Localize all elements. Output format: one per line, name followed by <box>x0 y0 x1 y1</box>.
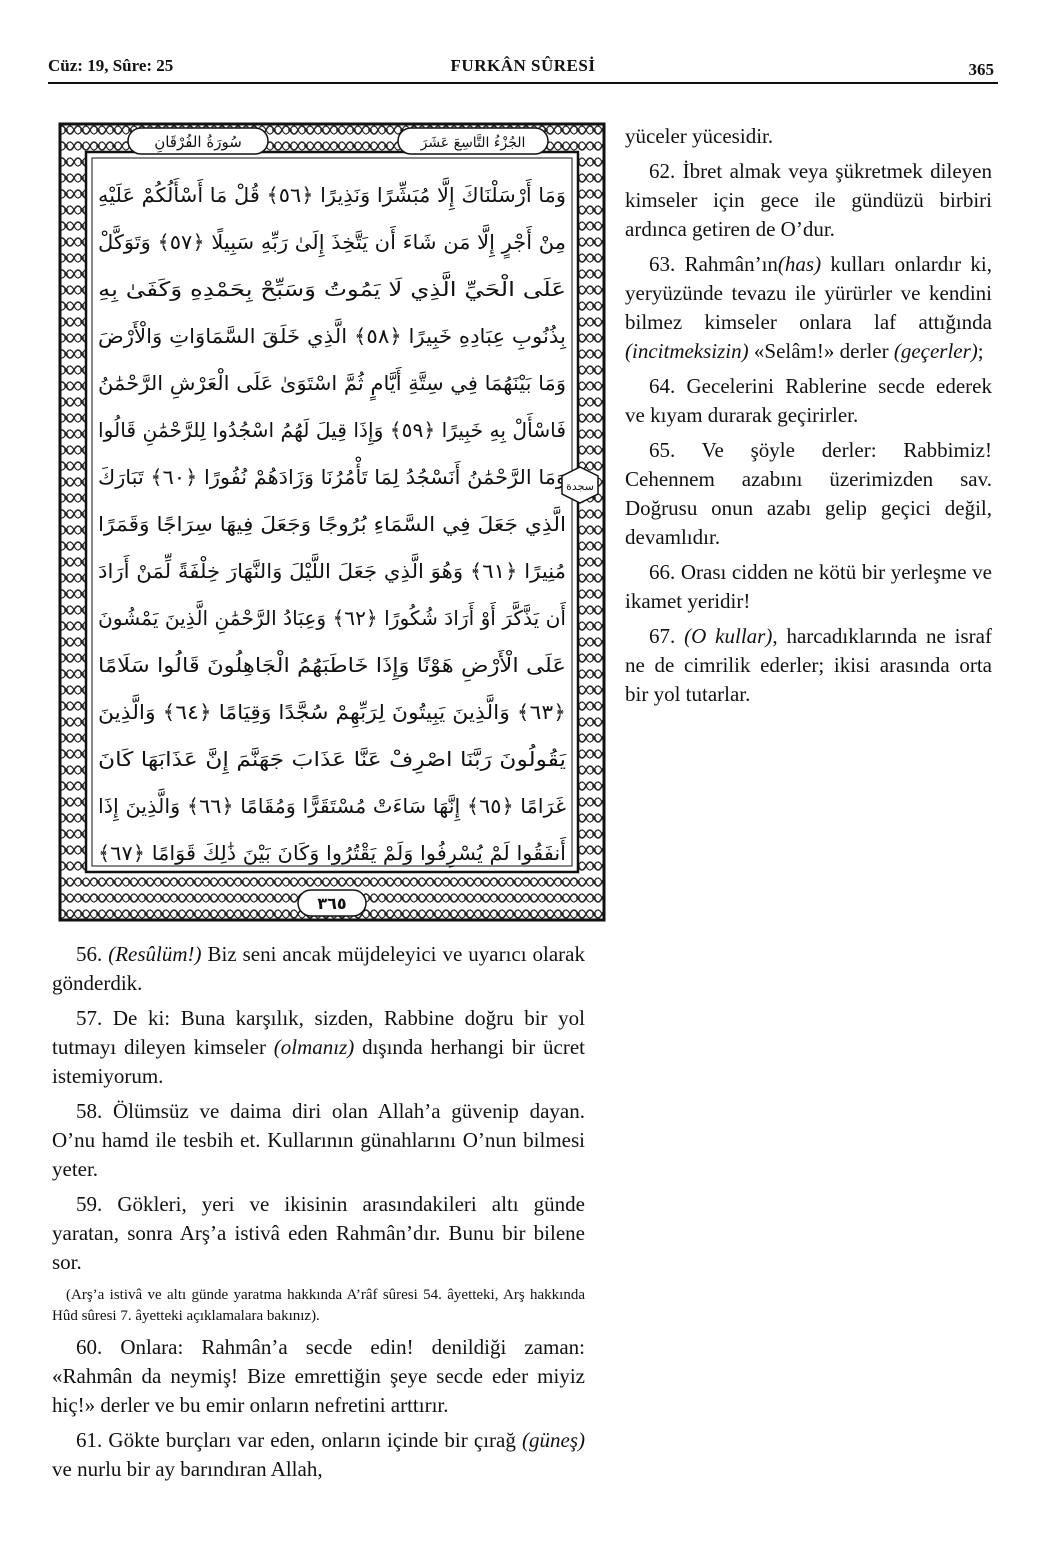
arabic-line: ﴿٦٣﴾ وَالَّذِينَ يَبِيتُونَ لِرَبِّهِمْ سُجَّدًا وَقِيَامًا ﴿٦٤﴾ وَالَّذِينَ <box>97 700 565 724</box>
verse-62: 62. İbret almak veya şükretmek dileyen kimseler için gece ile gündüzü birbiri ardınca getiren de O’dur. <box>625 159 992 241</box>
verse-56-text: Biz seni ancak müjdeleyici ve uyarıcı olarak gönderdik. <box>52 942 585 995</box>
arabic-line: عَلَى الْحَيِّ الَّذِي لَا يَمُوتُ وَسَبِّحْ بِحَمْدِهِ وَكَفَىٰ بِهِ <box>98 277 480 301</box>
arabic-line: مُنِيرًا ﴿٦١﴾ وَهُوَ الَّذِي جَعَلَ اللَّيْلَ وَالنَّهَارَ خِلْفَةً لِّمَنْ أَرَادَ <box>98 559 563 583</box>
arabic-line: فَاسْأَلْ بِهِ خَبِيرًا ﴿٥٩﴾ وَإِذَا قِيلَ لَهُمُ اسْجُدُوا لِلرَّحْمَٰنِ قَالُوا <box>98 418 565 442</box>
arabic-line: وَمَا أَرْسَلْنَاكَ إِلَّا مُبَشِّرًا وَنَذِيرًا ﴿٥٦﴾ قُلْ مَا أَسْأَلُكُمْ عَلَيْهِ <box>98 183 555 207</box>
verse-57-text: 57. De ki: Buna karşılık, sizden, Rabbine doğru bir yol tutmayı dileyen kimseler <box>52 1006 585 1059</box>
verse-56-text: 56. <box>76 942 109 966</box>
verse-67 <box>625 622 992 709</box>
verse-58: 58. Ölümsüz ve daima diri olan Allah’a güvenip dayan. O’nu hamd ile tesbih et. Kullarının günahlarını O’nun bilmesi yeter. <box>52 1099 585 1181</box>
mushaf-page <box>58 122 606 922</box>
arabic-line: مِنْ أَجْرٍ إِلَّا مَن شَاءَ أَن يَتَّخِذَ إِلَىٰ رَبِّهِ سَبِيلًا ﴿٥٧﴾ وَتَوَكَّلْ <box>98 230 548 254</box>
arabic-page-number: ٣٦٥ <box>317 894 347 913</box>
header-page-number: 365 <box>968 60 994 79</box>
header-rule <box>48 82 998 84</box>
arabic-line: عَلَى الْأَرْضِ هَوْنًا وَإِذَا خَاطَبَهُمُ الْجَاهِلُونَ قَالُوا سَلَامًا <box>98 653 510 677</box>
juz-title: الجُزْءُ التَّاسِعَ عَشَرَ <box>420 135 526 151</box>
verse-63-italic: (geçerler) <box>893 339 978 363</box>
arabic-line: الَّذِي جَعَلَ فِي السَّمَاءِ بُرُوجًا وَجَعَلَ فِيهَا سِرَاجًا وَقَمَرًا <box>98 512 529 536</box>
verse-56 <box>52 940 585 998</box>
verse-61 <box>52 1426 585 1484</box>
arabic-page-number-cartouche <box>298 890 366 916</box>
surah-title: سُورَةُ الفُرْقَانِ <box>154 133 242 151</box>
verse-59: 59. Gökleri, yeri ve ikisinin arasındakileri altı günde yaratan, sonra Arş’a istivâ eden Rahmân’dır. Bunu bir bilene sor. <box>52 1192 585 1274</box>
verse-63-text: ; <box>977 339 984 363</box>
page-header <box>48 52 998 86</box>
translation-right-column <box>625 122 992 709</box>
verse-67-text: 67. <box>649 624 685 648</box>
verse-continuation: yüceler yücesidir. <box>625 124 774 148</box>
sajda-label: سجدة <box>566 480 594 493</box>
sajda-marker <box>560 466 600 504</box>
arabic-line: وَمَا الرَّحْمَٰنُ أَنَسْجُدُ لِمَا تَأْمُرُنَا وَزَادَهُمْ نُفُورًا ﴿٦٠﴾ تَبَارَكَ <box>98 465 550 489</box>
verse-63-text: kulları onlardır ki, yeryüzünde tevazu ile yürürler ve kendini bilmez kimseler onlara laf attığında <box>625 252 992 334</box>
verse-65: 65. Ve şöyle derler: Rabbimiz! Cehennem azabını üzerimizden sav. Doğrusu onun azabı gelip geçici değil, devamlıdır. <box>625 438 992 549</box>
verse-57 <box>52 1004 585 1091</box>
verse-63-text: 63. Rahmân’ın <box>649 252 778 276</box>
verse-67-italic: (O kullar) <box>684 624 773 648</box>
arabic-text-block <box>98 177 566 868</box>
verse-64: 64. Gecelerini Rablerine secde ederek ve kıyam durarak geçirirler. <box>625 374 992 427</box>
arabic-line: أَنفَقُوا لَمْ يُسْرِفُوا وَلَمْ يَقْتُرُوا وَكَانَ بَيْنَ ذَٰلِكَ قَوَامًا ﴿٦٧﴾ <box>98 841 547 865</box>
verse-56-italic: (Resûlüm!) <box>108 942 202 966</box>
arabic-line: أَن يَذَّكَّرَ أَوْ أَرَادَ شُكُورًا ﴿٦٢﴾ وَعِبَادُ الرَّحْمَٰنِ الَّذِينَ يَمْشُونَ <box>98 606 565 630</box>
verse-61-italic: (güneş) <box>522 1428 585 1452</box>
verse-57-italic: (olmanız) <box>273 1035 355 1059</box>
verse-61-text: ve nurlu bir ay barındıran Allah, <box>52 1457 323 1481</box>
verse-63 <box>625 250 992 366</box>
verse-67-text: , harcadıklarında ne israf ne de cimrilik ederler; ikisi arasında orta bir yol tutarlar. <box>625 624 992 706</box>
verse-63-italic: (has) <box>777 252 822 276</box>
translation-bottom-column <box>52 940 585 1484</box>
footnote: (Arş’a istivâ ve altı günde yaratma hakkında A’râf sûresi 54. âyetteki, Arş hakkında Hûd sûresi 7. âyetteki açıklamalara bakınız). <box>52 1287 585 1324</box>
verse-61-text: 61. Gökte burçları var eden, onların içinde bir çırağ <box>76 1428 523 1452</box>
arabic-line: وَمَا بَيْنَهُمَا فِي سِتَّةِ أَيَّامٍ ثُمَّ اسْتَوَىٰ عَلَى الْعَرْشِ الرَّحْمَٰنُ <box>98 371 543 395</box>
arabic-line: غَرَامًا ﴿٦٥﴾ إِنَّهَا سَاءَتْ مُسْتَقَرًّا وَمُقَامًا ﴿٦٦﴾ وَالَّذِينَ إِذَا <box>97 794 564 818</box>
verse-63-italic: (incitmeksizin) <box>625 339 749 363</box>
arabic-line: يَقُولُونَ رَبَّنَا اصْرِفْ عَنَّا عَذَابَ جَهَنَّمَ إِنَّ عَذَابَهَا كَانَ <box>98 747 499 771</box>
surah-title-cartouche <box>128 128 268 154</box>
verse-63-text: «Selâm!» derler <box>748 339 894 363</box>
verse-57-text: dışında herhangi bir ücret istemiyorum. <box>52 1035 585 1088</box>
header-surah-title: FURKÂN SÛRESİ <box>450 56 596 75</box>
header-juz-surah: Cüz: 19, Sûre: 25 <box>48 56 174 75</box>
verse-66: 66. Orası cidden ne kötü bir yerleşme ve ikamet yeridir! <box>625 560 992 613</box>
juz-title-cartouche <box>398 128 548 154</box>
verse-60: 60. Onlara: Rahmân’a secde edin! denildiği zaman: «Rahmân da neymiş! Bize emrettiğin şeye secde eder miyiz hiç!» derler ve bu emir onların nefretini arttırır. <box>52 1335 585 1417</box>
arabic-line: بِذُنُوبِ عِبَادِهِ خَبِيرًا ﴿٥٨﴾ الَّذِي خَلَقَ السَّمَاوَاتِ وَالْأَرْضَ <box>97 324 556 348</box>
